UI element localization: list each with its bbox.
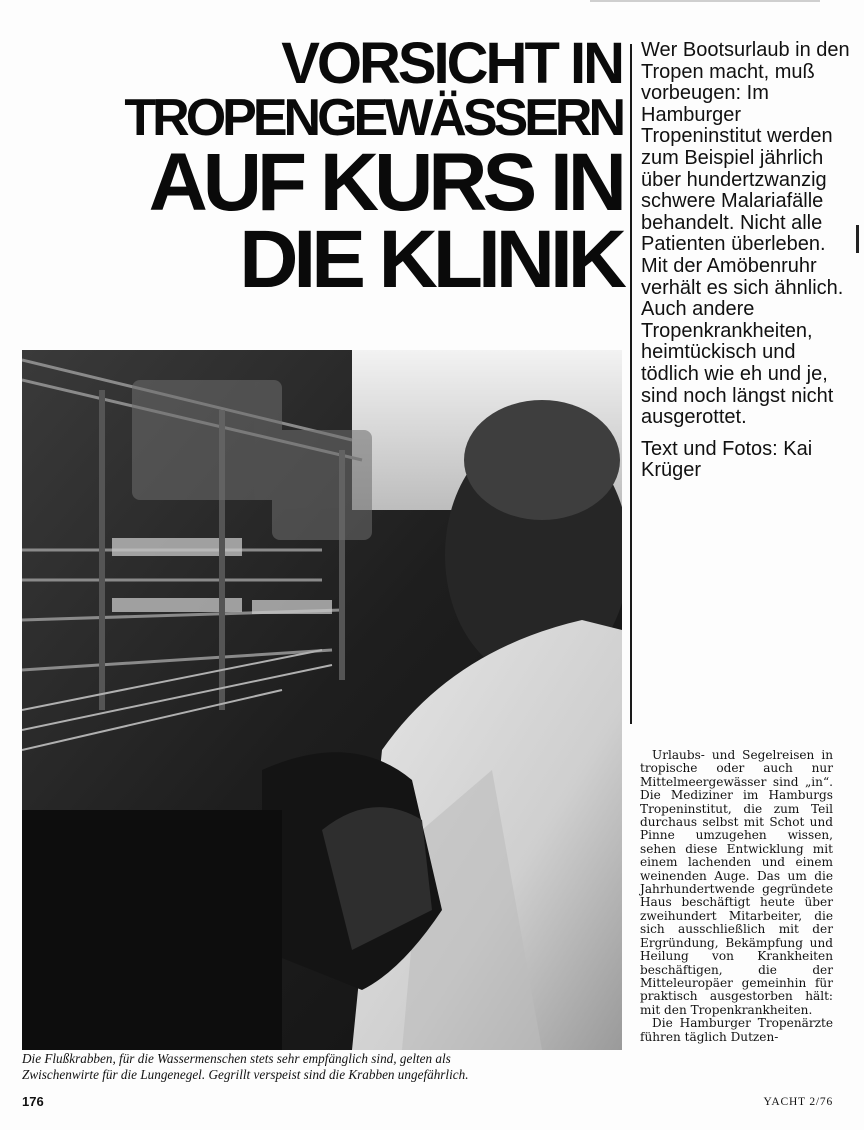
headline-line-1: VORSICHT IN [281, 31, 622, 96]
column-divider [630, 44, 632, 724]
issue-label: YACHT 2/76 [763, 1096, 833, 1108]
body-paragraph-2: Die Hamburger Tropenärzte führen täglich Dutzen- [640, 1016, 833, 1044]
author-credit: Text und Fotos: Kai Krüger [641, 437, 813, 482]
body-paragraph-1: Urlaubs- und Segelreisen in tropische oder auch nur Mittelmeergewässer sind „in“. Die Mediziner im Hamburgs Tropeninstitut, die zum Teil durchaus selbst mit Schot und Pinne umzugehen wissen, sehen diese Entwicklung mit einem lachenden und einem weinenden Auge. Das um die Jahrhundertwende gegründete Haus beschäftigt heute über zweihundert Mitarbeiter, die sich ausschließlich mit der Ergründung, Bekämpfung und Heilung von Krankheiten beschäftigen, die der Mitteleuropäer gemeinhin für praktisch ausgestorben hält: mit den Tropenkrankheiten. [640, 748, 833, 1017]
page-number: 176 [22, 1094, 44, 1109]
photo-caption [22, 1051, 622, 1082]
headline [0, 31, 622, 305]
intro-text [641, 40, 853, 482]
edge-mark [856, 225, 859, 253]
top-rule [590, 0, 820, 2]
caption-line-2: Zwischenwirte für die Lungenegel. Gegrillt verspeist sind die Krabben ungefährlich. [22, 1066, 469, 1082]
headline-line-2: TROPENGEWÄSSERN [124, 89, 622, 147]
intro-paragraph: Wer Bootsurlaub in den Tropen macht, muß vorbeugen: Im Hamburger Tropeninstitut werden zum Beispiel jährlich über hundertzwanzig schwere Malariafälle behandelt. Nicht alle Patienten überleben. Mit der Amöbenruhr verhält es sich ähnlich. Auch andere Tropenkrankheiten, heimtückisch und tödlich wie eh und je, sind noch längst nicht ausgerottet. [641, 39, 850, 429]
caption-line-1: Die Flußkrabben, für die Wassermenschen stets sehr empfänglich sind, gelten als [22, 1051, 451, 1066]
headline-line-3: AUF KURS IN [148, 137, 622, 228]
photo-man-with-crab-tanks [22, 350, 622, 1050]
headline-line-4: DIE KLINIK [239, 214, 622, 305]
article-body [640, 749, 833, 1044]
